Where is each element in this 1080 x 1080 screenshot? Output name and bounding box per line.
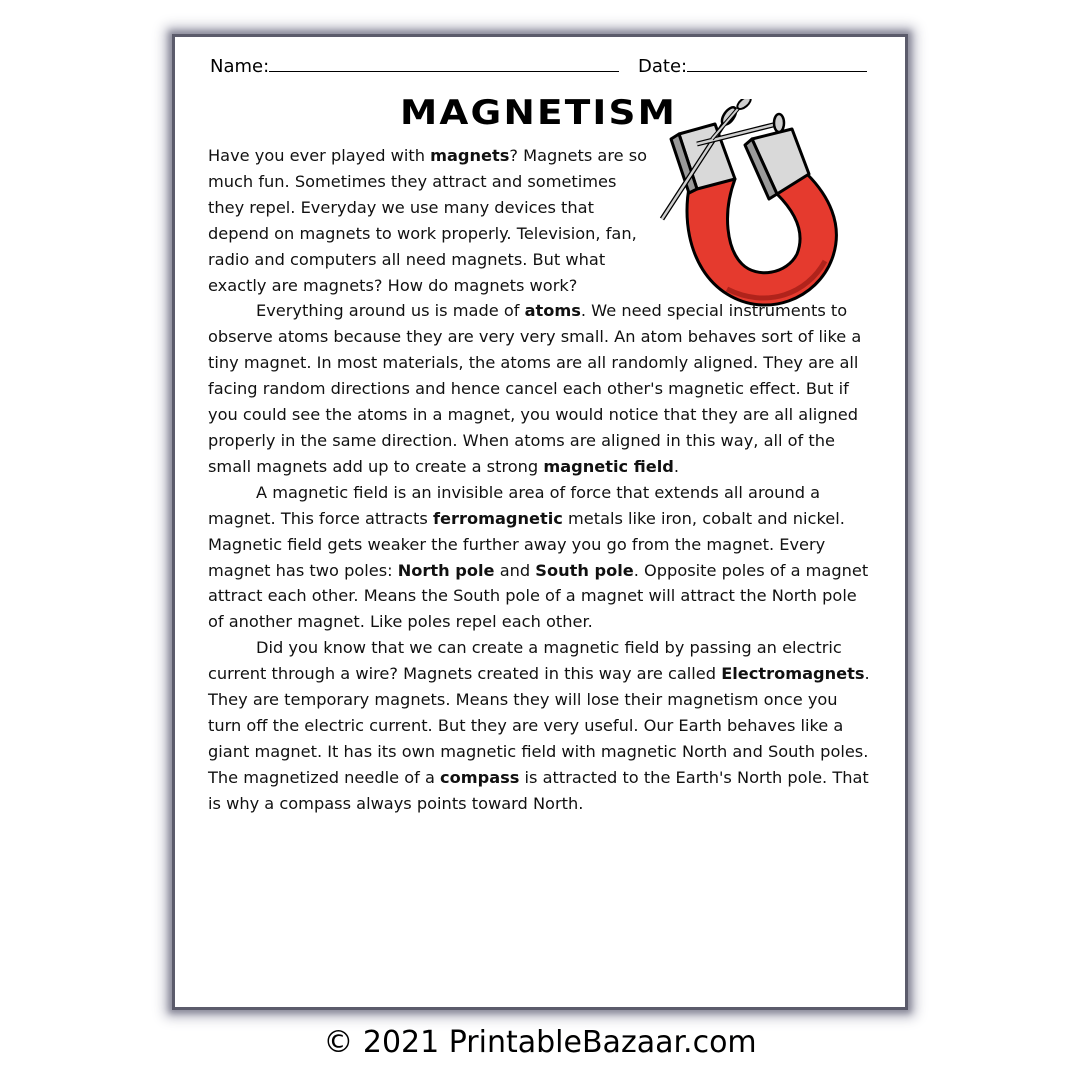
term-south-pole: South pole xyxy=(535,560,634,580)
term-atoms: atoms xyxy=(524,301,581,321)
term-compass: compass xyxy=(440,767,520,787)
term-magnetic-field: magnetic field xyxy=(543,456,674,476)
term-magnets: magnets xyxy=(430,146,510,165)
article-body xyxy=(208,143,873,817)
date-blank[interactable] xyxy=(687,53,867,72)
header-form xyxy=(210,53,870,79)
paragraph-2: Everything around us is made of atoms. We need special instruments to observe atoms because they are very very small. An atom behaves sort of like a tiny magnet. In most materials, the atoms are all randomly aligned. They are all facing random directions and hence cancel each other's magnetic effect. But if you could see the atoms in a magnet, you would notice that they are all aligned properly in the same direction. When atoms are aligned in this way, all of the small magnets add up to create a strong magnetic field. xyxy=(208,301,862,476)
paragraph-1: Have you ever played with magnets? Magnets are so much fun. Sometimes they attract and sometimes they repel. Everyday we use many devices that depend on magnets to work properly. Television, fan, radio and computers all need magnets. But what exactly are magnets? How do magnets work? xyxy=(208,146,648,295)
date-field[interactable] xyxy=(638,53,867,77)
paragraph-4: Did you know that we can create a magnetic field by passing an electric current through a wire? Magnets created in this way are called Electromagnets. They are temporary magnets. Means they will lose their magnetism once you turn off the electric current. But they are very useful. Our Earth behaves like a giant magnet. It has its own magnetic field with magnetic North and South poles. The magnetized needle of a compass is attracted to the Earth's North pole. That is why a compass always points toward North. xyxy=(208,638,870,813)
term-north-pole: North pole xyxy=(397,560,495,580)
date-label: Date: xyxy=(638,56,688,77)
paragraph-3: A magnetic field is an invisible area of force that extends all around a magnet. This force attracts ferromagnetic metals like iron, cobalt and nickel. Magnetic field gets weaker the further away you go from the magnet. Every magnet has two poles: North pole and South pole. Opposite poles of a magnet attract each other. Means the South pole of a magnet will attract the North pole of another magnet. Like poles repel each other. xyxy=(208,482,869,632)
name-label: Name: xyxy=(210,56,270,77)
name-field[interactable] xyxy=(210,53,619,77)
worksheet-page xyxy=(175,37,905,1007)
copyright-footer: © 2021 PrintableBazaar.com xyxy=(323,1025,757,1060)
term-ferromagnetic: ferromagnetic xyxy=(432,508,563,528)
name-blank[interactable] xyxy=(269,53,619,72)
page-title: MAGNETISM xyxy=(400,93,678,133)
term-electromagnets: Electromagnets xyxy=(721,664,865,684)
